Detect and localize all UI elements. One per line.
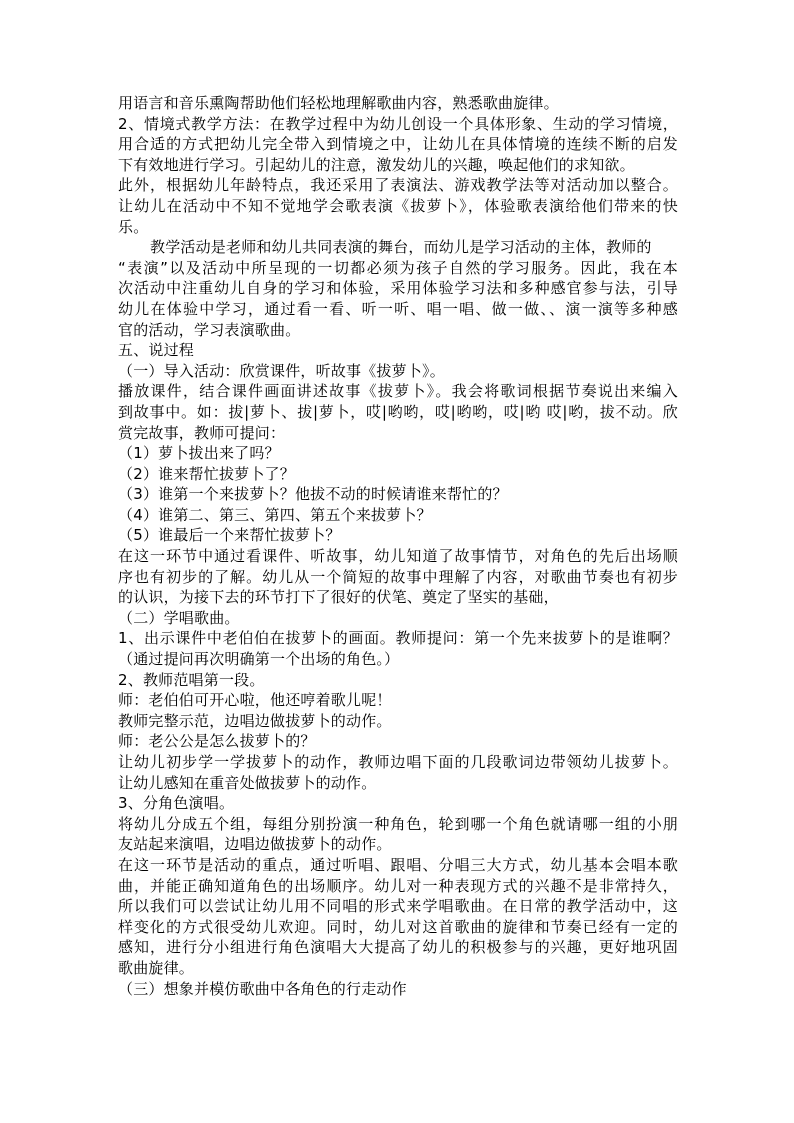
text-line: 在这一环节中通过看课件、听故事，幼儿知道了故事情节，对角色的先后出场顺 bbox=[118, 547, 678, 566]
text-line: 教学活动是老师和幼儿共同表演的舞台，而幼儿是学习活动的主体，教师的 bbox=[150, 238, 652, 257]
text-line: 所以我们可以尝试让幼儿用不同唱的形式来学唱歌曲。在日常的教学活动中，这 bbox=[118, 897, 678, 916]
text-line: 歌曲旋律。 bbox=[118, 958, 195, 977]
text-line: 赏完故事，教师可提问： bbox=[118, 423, 286, 442]
text-line: （4）谁第二、第三、第四、第五个来拔萝卜？ bbox=[118, 505, 432, 524]
text-line: 播放课件，结合课件画面讲述故事《拔萝卜》。我会将歌词根据节奏说出来编入 bbox=[118, 382, 678, 401]
text-line: 用合适的方式把幼儿完全带入到情境之中，让幼儿在具体情境的连续不断的启发 bbox=[118, 135, 678, 154]
text-line: 在这一环节是活动的重点，通过听唱、跟唱、分唱三大方式，幼儿基本会唱本歌 bbox=[118, 855, 678, 874]
text-line: 官的活动，学习表演歌曲。 bbox=[118, 320, 301, 339]
text-line: 五、说过程 bbox=[118, 341, 195, 360]
text-line: 师：老伯伯可开心啦，他还哼着歌儿呢！ bbox=[118, 691, 392, 710]
text-line: 用语言和音乐熏陶帮助他们轻松地理解歌曲内容，熟悉歌曲旋律。 bbox=[118, 94, 559, 112]
text-line: 1、出示课件中老伯伯在拔萝卜的画面。教师提问：第一个先来拔萝卜的是谁啊？ bbox=[118, 629, 678, 648]
text-line: “表演”以及活动中所呈现的一切都必须为孩子自然的学习服务。因此，我在本 bbox=[118, 258, 678, 277]
text-line: 样变化的方式很受幼儿欢迎。同时，幼儿对这首歌曲的旋律和节奏已经有一定的 bbox=[118, 917, 678, 936]
text-line: 乐。 bbox=[118, 217, 149, 236]
text-line: 教师完整示范，边唱边做拔萝卜的动作。 bbox=[118, 711, 392, 730]
text-line: （1）萝卜拔出来了吗？ bbox=[118, 444, 280, 463]
text-line: 曲，并能正确知道角色的出场顺序。幼儿对一种表现方式的兴趣不是非常持久， bbox=[118, 876, 678, 895]
text-line: 让幼儿在活动中不知不觉地学会歌表演《拔萝卜》，体验歌表演给他们带来的快 bbox=[118, 196, 678, 215]
text-line: 下有效地进行学习。引起幼儿的注意，激发幼儿的兴趣，唤起他们的求知欲。 bbox=[118, 155, 635, 174]
text-line: 序也有初步的了解。幼儿从一个简短的故事中理解了内容，对歌曲节奏也有初步 bbox=[118, 567, 678, 586]
text-line: 幼儿在体验中学习，通过看一看、听一听、唱一唱、做一做、、演一演等多种感 bbox=[118, 299, 678, 318]
text-line: （5）谁最后一个来帮忙拔萝卜？ bbox=[118, 526, 341, 545]
text-line: （一）导入活动：欣赏课件，听故事《拔萝卜》。 bbox=[118, 361, 445, 380]
text-line: 将幼儿分成五个组，每组分别扮演一种角色，轮到哪一个角色就请哪一组的小朋 bbox=[118, 814, 678, 833]
text-line: 师：老公公是怎么拔萝卜的？ bbox=[118, 732, 316, 751]
text-line: 次活动中注重幼儿自身的学习和体验，采用体验学习法和多种感官参与法，引导 bbox=[118, 279, 678, 298]
text-line: （三）想象并模仿歌曲中各角色的行走动作 bbox=[118, 979, 407, 998]
text-line: （通过提问再次明确第一个出场的角色。） bbox=[118, 650, 400, 669]
text-line: 感知，进行分小组进行角色演唱大大提高了幼儿的积极参与的兴趣，更好地巩固 bbox=[118, 938, 678, 957]
document-page bbox=[118, 93, 678, 999]
text-line: 3、分角色演唱。 bbox=[118, 794, 235, 813]
text-line: 此外，根据幼儿年龄特点，我还采用了表演法、游戏教学法等对活动加以整合。 bbox=[118, 176, 678, 195]
text-line: 让幼儿初步学一学拔萝卜的动作，教师边唱下面的几段歌词边带领幼儿拔萝卜。 bbox=[118, 753, 678, 771]
text-line: 到故事中。如：拔|萝卜、拔|萝卜，哎|哟哟，哎|哟哟，哎|哟 哎|哟，拔不动。欣 bbox=[118, 402, 679, 421]
text-line: 让幼儿感知在重音处做拔萝卜的动作。 bbox=[118, 773, 377, 792]
text-line: 的认识，为接下去的环节打下了很好的伏笔、奠定了坚实的基础， bbox=[118, 588, 559, 607]
text-line: （二）学唱歌曲。 bbox=[118, 608, 240, 627]
text-line: （3）谁第一个来拔萝卜？他拔不动的时候请谁来帮忙的？ bbox=[118, 485, 508, 504]
text-line: 2、情境式教学方法：在教学过程中为幼儿创设一个具体形象、生动的学习情境， bbox=[118, 114, 678, 133]
text-line: （2）谁来帮忙拔萝卜了？ bbox=[118, 464, 295, 483]
text-line: 友站起来演唱，边唱边做拔萝卜的动作。 bbox=[118, 835, 392, 854]
text-line: 2、教师范唱第一段。 bbox=[118, 670, 265, 689]
